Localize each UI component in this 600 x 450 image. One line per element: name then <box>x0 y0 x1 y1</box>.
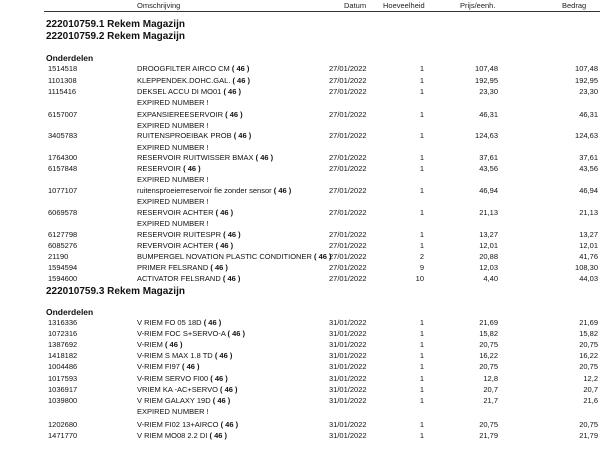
code-tag: ( 46 ) <box>215 241 234 250</box>
description-text: RUITENSPROEIBAK PROB <box>137 131 232 140</box>
quantity: 1 <box>419 76 424 85</box>
header-rule <box>44 11 600 12</box>
description <box>137 230 241 239</box>
unit-price: 107,48 <box>475 64 498 73</box>
unit-price: 21,69 <box>479 318 498 327</box>
description <box>137 329 245 338</box>
description <box>137 263 228 272</box>
date: 27/01/2022 <box>329 263 367 272</box>
amount: 12,2 <box>583 374 598 383</box>
table-row <box>0 396 600 407</box>
table-row <box>0 76 600 87</box>
group-heading: 222010759.3 Rekem Magazijn <box>46 286 185 297</box>
table-row <box>0 318 600 329</box>
description-text: REVERVOIR ACHTER <box>137 241 214 250</box>
article-number: 1764300 <box>48 153 78 162</box>
unit-price: 37,61 <box>479 153 498 162</box>
description <box>137 431 227 440</box>
date: 27/01/2022 <box>329 274 367 283</box>
code-tag: ( 46 ) <box>233 131 252 140</box>
header-price: Prijs/eenh. <box>460 1 496 10</box>
article-number: 3405783 <box>48 131 78 140</box>
group-heading: 222010759.2 Rekem Magazijn <box>46 31 185 42</box>
expired-note: EXPIRED NUMBER ! <box>137 407 209 416</box>
table-row <box>0 374 600 385</box>
article-number: 1004486 <box>48 362 78 371</box>
amount: 20,7 <box>583 385 598 394</box>
amount: 124,63 <box>575 131 598 140</box>
quantity: 10 <box>415 274 424 283</box>
article-number: 6127798 <box>48 230 78 239</box>
description-text: V-RIEM FOC S+SERVO-A <box>137 329 226 338</box>
code-tag: ( 46 ) <box>232 76 250 85</box>
unit-price: 20,75 <box>479 420 498 429</box>
code-tag: ( 46 ) <box>203 318 222 327</box>
table-row <box>0 431 600 442</box>
code-tag: ( 46 ) <box>210 374 228 383</box>
amount: 21,79 <box>579 431 598 440</box>
date: 27/01/2022 <box>329 76 367 85</box>
expired-note: EXPIRED NUMBER ! <box>137 121 209 130</box>
quantity: 1 <box>419 329 424 338</box>
header-amount: Bedrag <box>562 1 587 10</box>
amount: 37,61 <box>579 153 598 162</box>
amount: 16,22 <box>579 351 598 360</box>
amount: 192,95 <box>575 76 598 85</box>
description <box>137 340 182 349</box>
date: 31/01/2022 <box>329 362 367 371</box>
date: 31/01/2022 <box>329 351 367 360</box>
description-text: EXPANSIEREESERVOIR <box>137 110 224 119</box>
header-date: Datum <box>344 1 367 10</box>
quantity: 1 <box>419 374 424 383</box>
amount: 43,56 <box>579 164 598 173</box>
code-tag: ( 46 ) <box>222 274 241 283</box>
description <box>137 374 228 383</box>
table-row <box>0 87 600 98</box>
quantity: 1 <box>419 340 424 349</box>
description <box>137 318 221 327</box>
unit-price: 21,79 <box>479 431 498 440</box>
article-number: 1316336 <box>48 318 78 327</box>
article-number: 1101308 <box>48 76 77 85</box>
amount: 44,03 <box>579 274 598 283</box>
amount: 15,82 <box>579 329 598 338</box>
table-row <box>0 420 600 431</box>
date: 27/01/2022 <box>329 64 367 73</box>
code-tag: ( 46 ) <box>227 329 246 338</box>
date: 27/01/2022 <box>329 110 367 119</box>
article-number: 6157007 <box>48 110 78 119</box>
quantity: 1 <box>419 208 424 217</box>
group-heading: 222010759.1 Rekem Magazijn <box>46 19 185 30</box>
article-number: 1418182 <box>48 351 78 360</box>
description-text: V-RIEM S MAX 1.8 TD <box>137 351 213 360</box>
unit-price: 4,40 <box>483 274 498 283</box>
quantity: 1 <box>419 230 424 239</box>
article-number: 21190 <box>48 252 69 261</box>
date: 27/01/2022 <box>329 241 367 250</box>
code-tag: ( 46 ) <box>212 396 231 405</box>
description <box>137 208 233 217</box>
unit-price: 21,7 <box>483 396 498 405</box>
description-text: RESERVOIR ACHTER <box>137 208 214 217</box>
table-row <box>0 274 600 285</box>
description-text: V-RIEM SERVO FI00 <box>137 374 209 383</box>
amount: 46,31 <box>579 110 598 119</box>
description-text: DEKSEL ACCU DI MO01 <box>137 87 222 96</box>
date: 31/01/2022 <box>329 329 367 338</box>
code-tag: ( 46 ) <box>220 420 239 429</box>
unit-price: 20,7 <box>483 385 498 394</box>
code-tag: ( 46 ) <box>220 385 238 394</box>
code-tag: ( 46 ) <box>223 87 241 96</box>
quantity: 1 <box>419 396 424 405</box>
date: 31/01/2022 <box>329 420 367 429</box>
article-number: 1017593 <box>48 374 78 383</box>
table-row <box>0 329 600 340</box>
article-number: 1077107 <box>48 186 78 195</box>
description-text: V-RIEM FI97 <box>137 362 180 371</box>
table-row <box>0 385 600 396</box>
quantity: 1 <box>419 241 424 250</box>
description-text: V RIEM GALAXY 19D <box>137 396 211 405</box>
amount: 21,6 <box>583 396 598 405</box>
unit-price: 12,01 <box>479 241 498 250</box>
unit-price: 20,75 <box>479 362 498 371</box>
table-row <box>0 263 600 274</box>
code-tag: ( 46 ) <box>210 263 228 272</box>
table-row <box>0 64 600 75</box>
description-text: V-RIEM <box>137 340 163 349</box>
table-row <box>0 131 600 142</box>
quantity: 1 <box>419 385 424 394</box>
quantity: 1 <box>419 420 424 429</box>
article-number: 6085276 <box>48 241 78 250</box>
unit-price: 12,8 <box>483 374 498 383</box>
header-description: Omschrijving <box>137 1 181 10</box>
unit-price: 23,30 <box>479 87 498 96</box>
date: 27/01/2022 <box>329 131 367 140</box>
unit-price: 46,94 <box>479 186 498 195</box>
section-heading: Onderdelen <box>46 53 94 63</box>
description-text: RESERVOIR <box>137 164 182 173</box>
article-number: 6069578 <box>48 208 78 217</box>
quantity: 1 <box>419 431 424 440</box>
table-row <box>0 208 600 219</box>
unit-price: 43,56 <box>479 164 498 173</box>
code-tag: ( 46 ) <box>215 208 234 217</box>
date: 27/01/2022 <box>329 87 367 96</box>
amount: 23,30 <box>579 87 598 96</box>
date: 31/01/2022 <box>329 396 367 405</box>
code-tag: ( 46 ) <box>164 340 183 349</box>
description <box>137 241 233 250</box>
code-tag: ( 46 ) <box>223 230 241 239</box>
amount: 107,48 <box>575 64 598 73</box>
date: 31/01/2022 <box>329 340 367 349</box>
description <box>137 76 250 85</box>
code-tag: ( 46 ) <box>313 252 332 261</box>
quantity: 1 <box>419 87 424 96</box>
description-text: PRIMER FELSRAND <box>137 263 209 272</box>
article-number: 1115416 <box>48 87 77 96</box>
date: 27/01/2022 <box>329 208 367 217</box>
code-tag: ( 46 ) <box>273 186 292 195</box>
article-number: 1039800 <box>48 396 78 405</box>
description <box>137 396 230 405</box>
description-text: BUMPERGEL NOVATION PLASTIC CONDITIONER <box>137 252 312 261</box>
expired-note: EXPIRED NUMBER ! <box>137 219 209 228</box>
article-number: 1202680 <box>48 420 78 429</box>
unit-price: 20,88 <box>479 252 498 261</box>
unit-price: 192,95 <box>475 76 498 85</box>
article-number: 1594594 <box>48 263 78 272</box>
expired-note: EXPIRED NUMBER ! <box>137 143 209 152</box>
table-row <box>0 230 600 241</box>
table-row <box>0 186 600 197</box>
description <box>137 362 200 371</box>
description-text: RESERVOIR RUITWISSER BMAX <box>137 153 254 162</box>
table-row <box>0 362 600 373</box>
unit-price: 21,13 <box>479 208 498 217</box>
quantity: 1 <box>419 164 424 173</box>
code-tag: ( 46 ) <box>183 164 201 173</box>
quantity: 9 <box>419 263 424 272</box>
unit-price: 12,03 <box>479 263 498 272</box>
table-row <box>0 164 600 175</box>
date: 31/01/2022 <box>329 385 367 394</box>
description <box>137 131 251 140</box>
quantity: 1 <box>419 351 424 360</box>
unit-price: 20,75 <box>479 340 498 349</box>
table-row <box>0 241 600 252</box>
unit-price: 13,27 <box>479 230 498 239</box>
article-number: 1594600 <box>48 274 78 283</box>
article-number: 1471770 <box>48 431 78 440</box>
date: 31/01/2022 <box>329 318 367 327</box>
description-text: V RIEM MO08 2.2 DI <box>137 431 208 440</box>
quantity: 1 <box>419 110 424 119</box>
code-tag: ( 46 ) <box>209 431 228 440</box>
article-number: 1036917 <box>48 385 78 394</box>
unit-price: 124,63 <box>475 131 498 140</box>
amount: 20,75 <box>579 340 598 349</box>
description <box>137 186 291 195</box>
description <box>137 64 249 73</box>
quantity: 1 <box>419 318 424 327</box>
amount: 20,75 <box>579 362 598 371</box>
amount: 12,01 <box>579 241 598 250</box>
amount: 108,30 <box>575 263 598 272</box>
description <box>137 385 238 394</box>
description <box>137 110 243 119</box>
article-number: 1072316 <box>48 329 78 338</box>
quantity: 1 <box>419 186 424 195</box>
table-row <box>0 153 600 164</box>
description-text: ruitensproeierreservoir fie zonder sensor <box>137 186 272 195</box>
description <box>137 274 240 283</box>
date: 31/01/2022 <box>329 431 367 440</box>
table-row <box>0 110 600 121</box>
description-text: DROOGFILTER AIRCO CM <box>137 64 230 73</box>
date: 27/01/2022 <box>329 252 367 261</box>
amount: 20,75 <box>579 420 598 429</box>
description-text: V RIEM FO 05 18D <box>137 318 202 327</box>
table-row <box>0 340 600 351</box>
section-heading: Onderdelen <box>46 307 94 317</box>
unit-price: 16,22 <box>479 351 498 360</box>
description-text: ACTIVATOR FELSRAND <box>137 274 221 283</box>
description-text: V-RIEM FI02 13+AIRCO <box>137 420 219 429</box>
unit-price: 46,31 <box>479 110 498 119</box>
article-number: 1387692 <box>48 340 78 349</box>
date: 27/01/2022 <box>329 186 367 195</box>
date: 27/01/2022 <box>329 164 367 173</box>
expired-note: EXPIRED NUMBER ! <box>137 98 209 107</box>
amount: 46,94 <box>579 186 598 195</box>
date: 27/01/2022 <box>329 153 367 162</box>
description-text: RESERVOIR RUITESPR <box>137 230 222 239</box>
description <box>137 153 273 162</box>
code-tag: ( 46 ) <box>225 110 243 119</box>
header-qty: Hoeveelheid <box>383 1 425 10</box>
amount: 41,76 <box>579 252 598 261</box>
quantity: 2 <box>419 252 424 261</box>
article-number: 6157848 <box>48 164 78 173</box>
unit-price: 15,82 <box>479 329 498 338</box>
quantity: 1 <box>419 362 424 371</box>
date: 27/01/2022 <box>329 230 367 239</box>
quantity: 1 <box>419 153 424 162</box>
date: 31/01/2022 <box>329 374 367 383</box>
description <box>137 87 241 96</box>
quantity: 1 <box>419 64 424 73</box>
quantity: 1 <box>419 131 424 140</box>
description <box>137 351 232 360</box>
expired-note: EXPIRED NUMBER ! <box>137 197 209 206</box>
description <box>137 164 201 173</box>
code-tag: ( 46 ) <box>214 351 233 360</box>
description <box>137 252 332 261</box>
code-tag: ( 46 ) <box>182 362 200 371</box>
amount: 13,27 <box>579 230 598 239</box>
code-tag: ( 46 ) <box>231 64 250 73</box>
table-row <box>0 252 600 263</box>
amount: 21,13 <box>579 208 598 217</box>
description-text: KLEPPENDEK.DOHC.GAL. <box>137 76 231 85</box>
article-number: 1514518 <box>48 64 78 73</box>
table-row <box>0 351 600 362</box>
description-text: VRIEM KA -AC+SERVO <box>137 385 218 394</box>
amount: 21,69 <box>579 318 598 327</box>
code-tag: ( 46 ) <box>255 153 274 162</box>
expired-note: EXPIRED NUMBER ! <box>137 175 209 184</box>
description <box>137 420 238 429</box>
